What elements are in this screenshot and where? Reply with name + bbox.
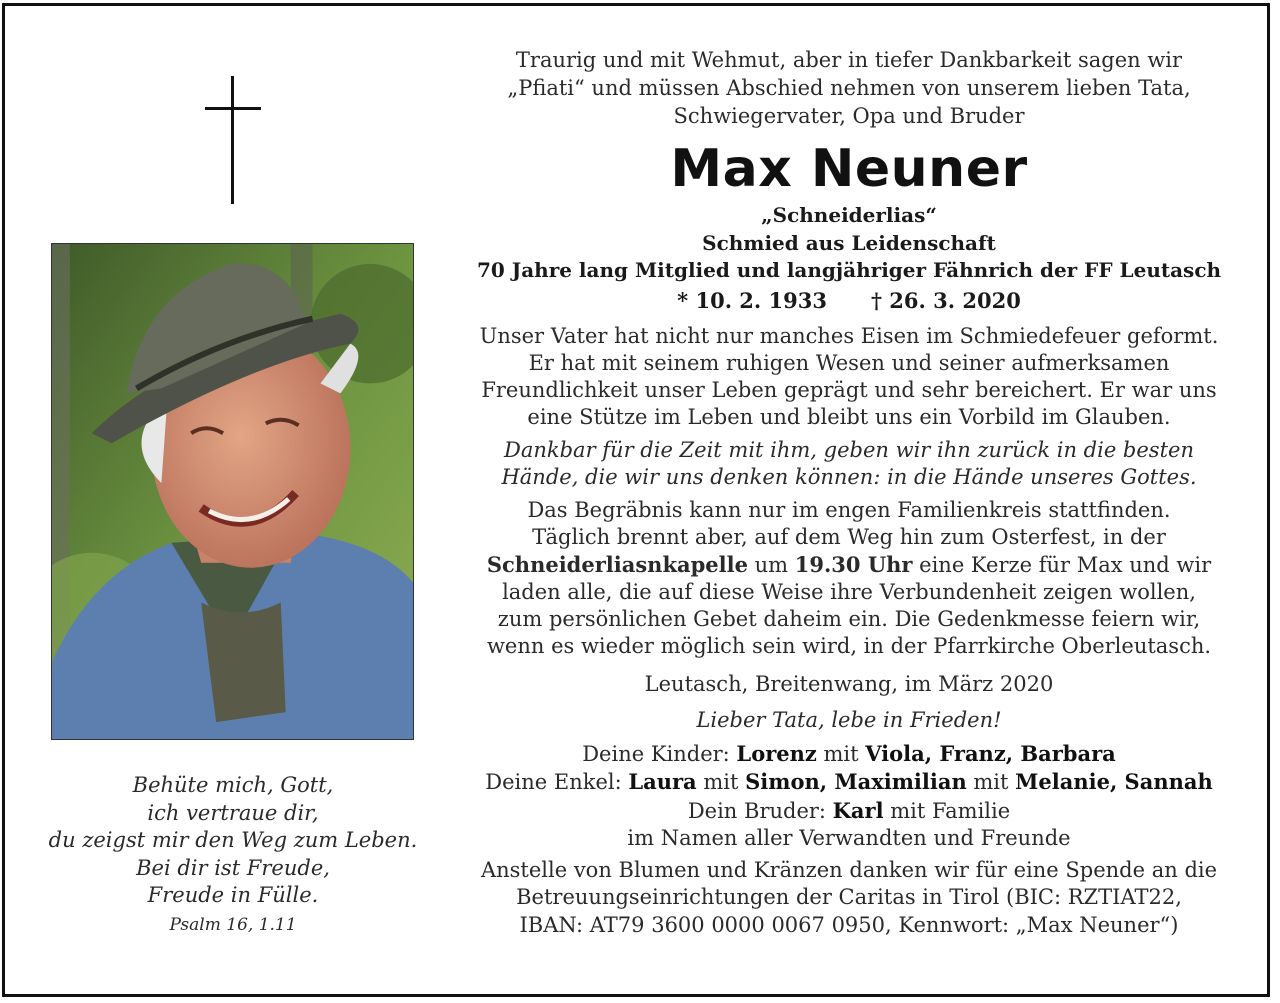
psalm-line: Freude in Fülle. bbox=[147, 883, 319, 907]
portrait-image bbox=[52, 244, 413, 739]
candle-time: 19.30 Uhr bbox=[794, 551, 913, 577]
text-fragment: um bbox=[747, 552, 795, 577]
family-brother bbox=[467, 797, 1231, 826]
membership: 70 Jahre lang Mitglied und langjähriger Fähnrich der FF Leutasch bbox=[476, 258, 1222, 282]
donation-line: Anstelle von Blumen und Kränzen danken wir für eine Spende an die bbox=[480, 857, 1218, 882]
label: Deine Enkel: bbox=[485, 770, 629, 794]
tribute-line: Unser Vater hat nicht nur manches Eisen im Schmiedefeuer geformt. bbox=[479, 323, 1219, 348]
label: Dein Bruder: bbox=[687, 798, 833, 823]
text-fragment: mit bbox=[696, 770, 746, 794]
label: Deine Kinder: bbox=[582, 741, 737, 766]
psalm-line: ich vertraue dir, bbox=[147, 800, 319, 825]
donation-line: Betreuungseinrichtungen der Caritas in Tirol (BIC: RZTIAT22, bbox=[516, 885, 1182, 909]
funeral-paragraph bbox=[467, 497, 1231, 660]
gratitude-line: Dankbar für die Zeit mit ihm, geben wir ihn zurück in die besten bbox=[504, 437, 1194, 462]
psalm-line: Bei dir ist Freude, bbox=[136, 855, 330, 880]
donation-note bbox=[467, 857, 1231, 940]
farewell-line: Lieber Tata, lebe in Frieden! bbox=[696, 707, 1002, 732]
child-names: Viola, Franz, Barbara bbox=[865, 740, 1116, 766]
grandchild-name: Laura bbox=[628, 769, 697, 794]
death-date: † 26. 3. 2020 bbox=[871, 287, 1021, 313]
text-fragment: mit Familie bbox=[883, 798, 1011, 823]
profession: Schmied aus Leidenschaft bbox=[702, 230, 996, 255]
psalm-line: Behüte mich, Gott, bbox=[132, 773, 334, 797]
place-date: Leutasch, Breitenwang, im März 2020 bbox=[644, 671, 1054, 696]
portrait-photo bbox=[51, 243, 414, 740]
grandchild-names: Simon, Maximilian bbox=[745, 769, 967, 794]
deceased-name: Max Neuner bbox=[670, 139, 1028, 199]
family-grandchildren bbox=[467, 768, 1231, 797]
funeral-line: Täglich brennt aber, auf dem Weg hin zum Osterfest, in der bbox=[532, 524, 1166, 549]
intro-text bbox=[467, 46, 1231, 130]
family-others: im Namen aller Verwandten und Freunde bbox=[627, 826, 1071, 850]
tribute-line: Freundlichkeit unser Leben geprägt und sehr bereichert. Er war uns bbox=[481, 377, 1217, 402]
psalm-line: du zeigst mir den Weg zum Leben. bbox=[48, 828, 418, 852]
funeral-line bbox=[467, 551, 1231, 579]
text-fragment: eine Kerze für Max und wir bbox=[912, 552, 1212, 577]
donation-line: IBAN: AT79 3600 0000 0067 0950, Kennwort: „Max Neuner“) bbox=[519, 912, 1179, 937]
deceased-description bbox=[467, 202, 1231, 285]
tribute-paragraph bbox=[467, 323, 1231, 431]
intro-line: „Pfiati“ und müssen Abschied nehmen von unserem lieben Tata, bbox=[507, 76, 1191, 100]
life-dates bbox=[467, 285, 1231, 317]
child-name: Lorenz bbox=[736, 740, 817, 766]
nickname: „Schneiderlias“ bbox=[761, 203, 937, 227]
brother-name: Karl bbox=[832, 797, 884, 823]
intro-line: Traurig und mit Wehmut, aber in tiefer Dankbarkeit sagen wir bbox=[515, 48, 1183, 72]
funeral-line: zum persönlichen Gebet daheim ein. Die Gedenkmesse feiern wir, bbox=[497, 606, 1201, 631]
funeral-line: Das Begräbnis kann nur im engen Familienkreis stattfinden. bbox=[527, 497, 1171, 522]
psalm-reference: Psalm 16, 1.11 bbox=[169, 914, 297, 935]
intro-line: Schwiegervater, Opa und Bruder bbox=[673, 104, 1025, 128]
text-fragment: mit bbox=[966, 770, 1016, 794]
family-children bbox=[467, 740, 1231, 769]
funeral-line: laden alle, die auf diese Weise ihre Verbundenheit zeigen wollen, bbox=[502, 579, 1196, 604]
tribute-line: Er hat mit seinem ruhigen Wesen und seiner aufmerksamen bbox=[528, 350, 1170, 375]
obituary-frame bbox=[2, 3, 1270, 997]
gratitude-paragraph bbox=[467, 437, 1231, 491]
funeral-line: wenn es wieder möglich sein wird, in der Pfarrkirche Oberleutasch. bbox=[486, 633, 1212, 658]
cross-icon bbox=[205, 76, 261, 204]
birth-date: * 10. 2. 1933 bbox=[677, 287, 827, 313]
text-fragment: mit bbox=[816, 741, 866, 766]
chapel-name: Schneiderliasnkapelle bbox=[486, 551, 748, 577]
grandchild-names: Melanie, Sannah bbox=[1015, 769, 1213, 794]
gratitude-line: Hände, die wir uns denken können: in die Hände unseres Gottes. bbox=[501, 464, 1197, 489]
psalm-verse bbox=[25, 772, 441, 938]
tribute-line: eine Stütze im Leben und bleibt uns ein Vorbild im Glauben. bbox=[527, 404, 1171, 429]
obituary-text bbox=[467, 46, 1231, 939]
family-list bbox=[467, 740, 1231, 853]
